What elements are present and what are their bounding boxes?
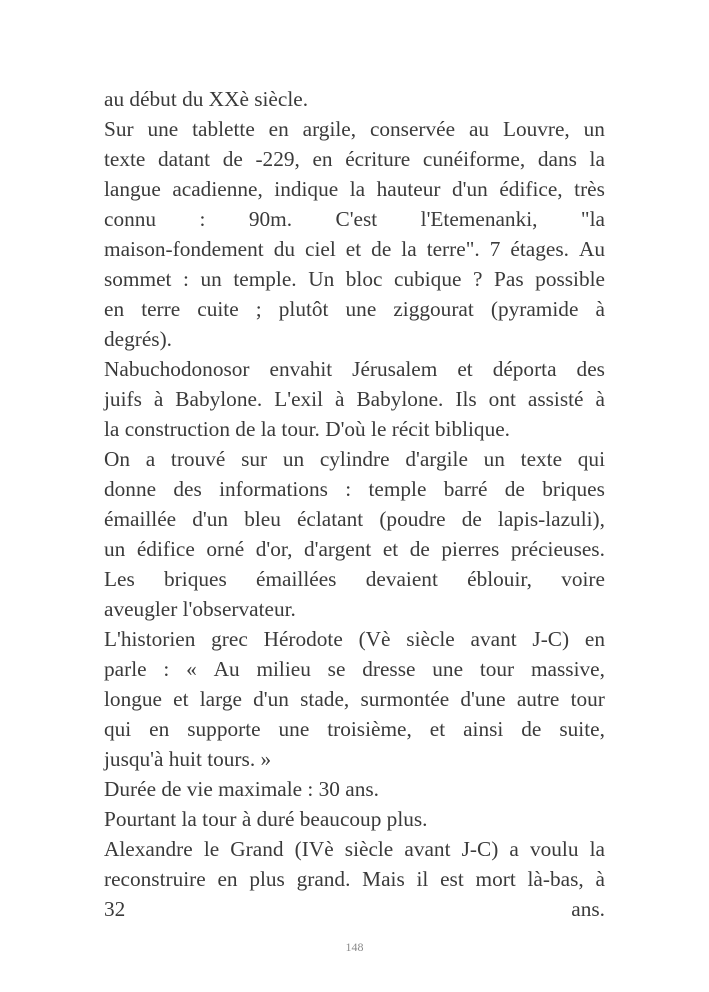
- text-line: Nabuchodonosor envahit Jérusalem et déporta des: [104, 357, 605, 381]
- page-number: 148: [345, 940, 364, 954]
- text-line: L'historien grec Hérodote (Vè siècle avant J-C) en: [104, 627, 605, 651]
- text-line: émaillée d'un bleu éclatant (poudre de lapis-lazuli),: [104, 507, 605, 531]
- text-line: aveugler l'observateur.: [104, 597, 296, 621]
- text-line: reconstruire en plus grand. Mais il est mort là-bas, à: [104, 867, 605, 891]
- text-line: longue et large d'un stade, surmontée d'une autre tour: [104, 687, 605, 711]
- text-line: juifs à Babylone. L'exil à Babylone. Ils ont assisté à: [104, 387, 605, 411]
- text-line: langue acadienne, indique la hauteur d'un édifice, très: [104, 177, 605, 201]
- text-line: jusqu'à huit tours. »: [104, 747, 272, 771]
- text-line: texte datant de -229, en écriture cunéiforme, dans la: [104, 147, 605, 171]
- text-line: la construction de la tour. D'où le récit biblique.: [104, 417, 511, 441]
- text-line: parle : « Au milieu se dresse une tour massive,: [104, 657, 605, 681]
- text-line: un édifice orné d'or, d'argent et de pierres précieuses.: [104, 537, 605, 561]
- text-line: maison-fondement du ciel et de la terre". 7 étages. Au: [104, 237, 605, 261]
- text-line: Alexandre le Grand (IVè siècle avant J-C) a voulu la: [104, 837, 605, 861]
- text-line: Pourtant la tour à duré beaucoup plus.: [104, 807, 428, 831]
- text-line: Sur une tablette en argile, conservée au Louvre, un: [104, 117, 605, 141]
- text-line: Durée de vie maximale : 30 ans.: [104, 777, 379, 801]
- text-line: sommet : un temple. Un bloc cubique ? Pas possible: [104, 267, 605, 291]
- text-line: 32 ans.: [104, 897, 605, 921]
- text-line: Les briques émaillées devaient éblouir, voire: [104, 567, 605, 591]
- text-line: On a trouvé sur un cylindre d'argile un texte qui: [104, 447, 605, 471]
- body-text: [104, 84, 605, 924]
- text-line: en terre cuite ; plutôt une ziggourat (pyramide à: [104, 297, 605, 321]
- text-line: degrés).: [104, 327, 172, 351]
- text-line: qui en supporte une troisième, et ainsi de suite,: [104, 717, 605, 741]
- text-line: au début du XXè siècle.: [104, 87, 309, 111]
- text-line: connu : 90m. C'est l'Etemenanki, "la: [104, 207, 605, 231]
- text-line: donne des informations : temple barré de briques: [104, 477, 605, 501]
